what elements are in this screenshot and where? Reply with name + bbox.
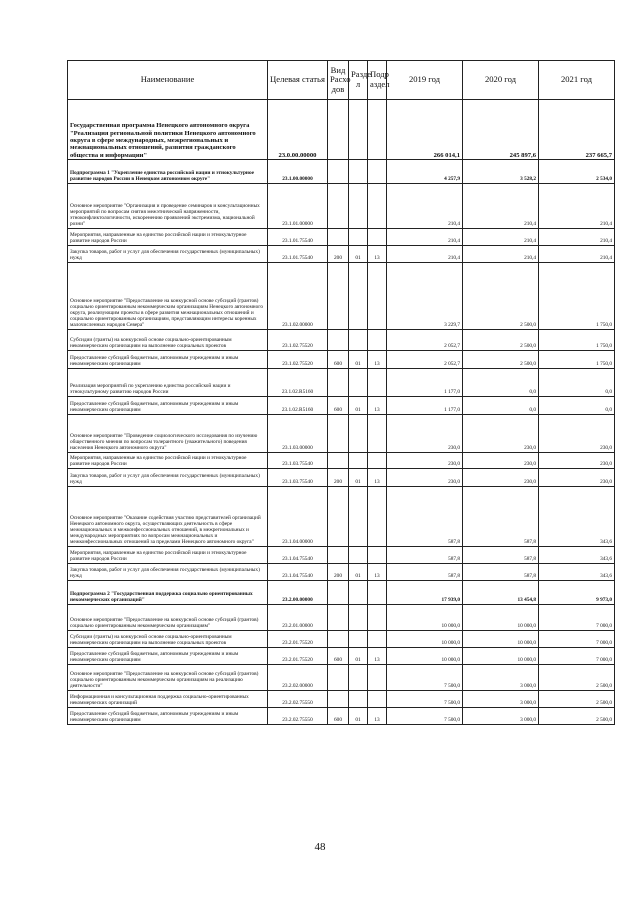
cell-name: Предоставление субсидий бюджетным, автономным учреждениям и иным некоммерческим организациям xyxy=(68,351,268,369)
cell-vid xyxy=(328,369,349,397)
cell-razdel xyxy=(349,605,368,631)
table-row xyxy=(68,581,615,605)
cell-code: 23.1.02.75520 xyxy=(268,330,328,351)
cell-y2019: 210,4 xyxy=(387,229,463,246)
cell-podrazdel: 13 xyxy=(368,648,387,665)
cell-code: 23.1.04.75540 xyxy=(268,547,328,564)
cell-podrazdel xyxy=(368,665,387,691)
table-row xyxy=(68,397,615,415)
cell-code: 23.2.01.75520 xyxy=(268,631,328,648)
cell-podrazdel xyxy=(368,547,387,564)
cell-razdel xyxy=(349,229,368,246)
cell-y2020: 0,0 xyxy=(463,397,539,415)
cell-y2020: 3 000,0 xyxy=(463,691,539,708)
cell-y2021: 230,0 xyxy=(539,453,615,469)
cell-y2020: 245 897,6 xyxy=(463,100,539,160)
cell-podrazdel: 13 xyxy=(368,469,387,487)
cell-y2020: 210,4 xyxy=(463,229,539,246)
cell-vid xyxy=(328,415,349,453)
table-row xyxy=(68,547,615,564)
cell-vid: 600 xyxy=(328,351,349,369)
cell-name: Подпрограмма 1 "Укрепление единства российской нации и этнокультурное развитие народов России в Ненецком автономном округе" xyxy=(68,160,268,184)
cell-razdel: 01 xyxy=(349,564,368,581)
cell-y2021: 210,4 xyxy=(539,246,615,263)
cell-podrazdel xyxy=(368,631,387,648)
cell-code: 23.1.02.R5160 xyxy=(268,397,328,415)
cell-y2021: 343,6 xyxy=(539,564,615,581)
cell-vid: 200 xyxy=(328,246,349,263)
cell-name: Закупка товаров, работ и услуг для обеспечения государственных (муниципальных) нужд xyxy=(68,469,268,487)
cell-razdel xyxy=(349,691,368,708)
cell-name: Реализация мероприятий по укреплению единства российской нации и этнокультурному развитию народов России xyxy=(68,369,268,397)
cell-name: Основное мероприятие "Предоставление на конкурсной основе субсидий (грантов) социально ориентированным некоммерческим организациям на реализацию деятельности" xyxy=(68,665,268,691)
cell-razdel xyxy=(349,160,368,184)
cell-name: Подпрограмма 2 "Государственная поддержка социально ориентированных некоммерческих организаций" xyxy=(68,581,268,605)
cell-y2020: 2 500,0 xyxy=(463,351,539,369)
cell-y2021: 0,0 xyxy=(539,397,615,415)
cell-vid xyxy=(328,487,349,547)
cell-y2020: 587,8 xyxy=(463,547,539,564)
cell-vid xyxy=(328,263,349,330)
cell-y2020: 210,4 xyxy=(463,184,539,229)
cell-podrazdel xyxy=(368,453,387,469)
cell-y2019: 587,8 xyxy=(387,564,463,581)
cell-y2019: 7 500,0 xyxy=(387,691,463,708)
table-row xyxy=(68,415,615,453)
cell-y2020: 230,0 xyxy=(463,453,539,469)
col-header-vid: Вид Расхо дов xyxy=(328,61,349,100)
table-row xyxy=(68,453,615,469)
cell-code: 23.2.02.75550 xyxy=(268,708,328,725)
cell-vid xyxy=(328,605,349,631)
cell-name: Предоставление субсидий бюджетным, автономным учреждениям и иным некоммерческим организациям xyxy=(68,708,268,725)
cell-vid xyxy=(328,160,349,184)
cell-razdel: 01 xyxy=(349,397,368,415)
cell-name: Предоставление субсидий бюджетным, автономным учреждениям и иным некоммерческим организациям xyxy=(68,648,268,665)
cell-code: 23.1.03.00000 xyxy=(268,415,328,453)
table-row xyxy=(68,708,615,725)
cell-razdel xyxy=(349,665,368,691)
cell-name: Основное мероприятие "Организация и проведение семинаров и консультационных мероприятий по вопросам снятия межэтнической напряженности, этноконфликтологичности, искоренению проявлений экстремизма, национальной розни" xyxy=(68,184,268,229)
cell-y2019: 4 257,9 xyxy=(387,160,463,184)
cell-name: Основное мероприятие "Предоставление на конкурсной основе субсидий (грантов) социально ориентированным некоммерческим организациям Ненецкого автономного округа, реализующим проекты в сфере развития межнациональных отношений и социально ориентированным организациям, представляющим интересы коренных малочисленных народов Севера" xyxy=(68,263,268,330)
cell-y2021: 2 500,0 xyxy=(539,691,615,708)
table-row xyxy=(68,100,615,160)
page-number: 48 xyxy=(314,841,326,853)
cell-code: 23.2.02.75550 xyxy=(268,691,328,708)
cell-podrazdel: 13 xyxy=(368,351,387,369)
cell-code: 23.0.00.00000 xyxy=(268,100,328,160)
cell-y2020: 2 500,0 xyxy=(463,330,539,351)
cell-razdel xyxy=(349,581,368,605)
cell-podrazdel xyxy=(368,184,387,229)
cell-y2019: 10 000,0 xyxy=(387,648,463,665)
col-header-2020: 2020 год xyxy=(463,61,539,100)
cell-name: Предоставление субсидий бюджетным, автономным учреждениям и иным некоммерческим организациям xyxy=(68,397,268,415)
cell-razdel xyxy=(349,330,368,351)
cell-y2021: 7 000,0 xyxy=(539,631,615,648)
budget-table xyxy=(67,60,615,725)
cell-podrazdel xyxy=(368,100,387,160)
cell-podrazdel: 13 xyxy=(368,564,387,581)
col-header-name: Наименование xyxy=(68,61,268,100)
cell-vid xyxy=(328,665,349,691)
cell-y2020: 0,0 xyxy=(463,369,539,397)
cell-y2021: 1 750,0 xyxy=(539,263,615,330)
cell-name: Основное мероприятие "Проведение социологического исследования по изучению общественного мнения по вопросам толерантного (уважительного) поведения населения Ненецкого автономного округа" xyxy=(68,415,268,453)
cell-y2019: 587,8 xyxy=(387,547,463,564)
cell-y2020: 230,0 xyxy=(463,469,539,487)
cell-y2020: 587,8 xyxy=(463,487,539,547)
cell-razdel xyxy=(349,487,368,547)
cell-razdel xyxy=(349,100,368,160)
cell-podrazdel xyxy=(368,581,387,605)
cell-y2021: 343,6 xyxy=(539,547,615,564)
col-header-razdel: Разде л xyxy=(349,61,368,100)
cell-podrazdel: 13 xyxy=(368,397,387,415)
cell-name: Субсидии (гранты) на конкурсной основе социально-ориентированным некоммерческим организациям на выполнение социальных проектов xyxy=(68,631,268,648)
cell-y2021: 343,6 xyxy=(539,487,615,547)
cell-razdel xyxy=(349,369,368,397)
cell-y2021: 230,0 xyxy=(539,469,615,487)
cell-vid xyxy=(328,184,349,229)
cell-razdel: 01 xyxy=(349,708,368,725)
cell-vid xyxy=(328,581,349,605)
cell-y2021: 0,0 xyxy=(539,369,615,397)
cell-y2019: 266 014,1 xyxy=(387,100,463,160)
cell-y2019: 1 177,0 xyxy=(387,369,463,397)
cell-vid: 600 xyxy=(328,648,349,665)
cell-y2019: 2 052,7 xyxy=(387,351,463,369)
cell-y2021: 7 000,0 xyxy=(539,648,615,665)
table-row xyxy=(68,564,615,581)
cell-vid xyxy=(328,547,349,564)
cell-y2021: 9 973,0 xyxy=(539,581,615,605)
cell-code: 23.1.02.00000 xyxy=(268,263,328,330)
cell-y2019: 1 177,0 xyxy=(387,397,463,415)
cell-y2021: 230,0 xyxy=(539,415,615,453)
cell-vid xyxy=(328,453,349,469)
cell-name: Государственная программа Ненецкого автономного округа "Реализация региональной политики Ненецкого автономного округа в сфере международных, межрегиональных и межнациональных отношений, развития гражданского общества и информации" xyxy=(68,100,268,160)
table-row xyxy=(68,263,615,330)
table-row xyxy=(68,631,615,648)
cell-code: 23.1.02.R5160 xyxy=(268,369,328,397)
cell-razdel: 01 xyxy=(349,648,368,665)
cell-y2021: 210,4 xyxy=(539,184,615,229)
cell-y2019: 210,4 xyxy=(387,246,463,263)
table-row xyxy=(68,246,615,263)
cell-y2020: 10 000,0 xyxy=(463,631,539,648)
cell-vid: 600 xyxy=(328,397,349,415)
cell-y2019: 10 000,0 xyxy=(387,605,463,631)
cell-code: 23.1.03.75540 xyxy=(268,453,328,469)
cell-y2020: 210,4 xyxy=(463,246,539,263)
cell-name: Мероприятия, направленные на единство российской нации и этнокультурное развитие народов России xyxy=(68,229,268,246)
cell-name: Информационная и консультационная поддержка социально-ориентированных некоммерческих организаций xyxy=(68,691,268,708)
table-row xyxy=(68,330,615,351)
cell-code: 23.1.01.75540 xyxy=(268,229,328,246)
cell-code: 23.1.01.75540 xyxy=(268,246,328,263)
cell-y2019: 587,8 xyxy=(387,487,463,547)
cell-podrazdel xyxy=(368,415,387,453)
cell-code: 23.1.01.00000 xyxy=(268,184,328,229)
table-row xyxy=(68,648,615,665)
cell-name: Закупка товаров, работ и услуг для обеспечения государственных (муниципальных) нужд xyxy=(68,246,268,263)
cell-vid: 600 xyxy=(328,708,349,725)
cell-name: Мероприятия, направленные на единство российской нации и этнокультурное развитие народов России xyxy=(68,453,268,469)
cell-razdel xyxy=(349,263,368,330)
cell-y2021: 1 750,0 xyxy=(539,351,615,369)
cell-podrazdel xyxy=(368,605,387,631)
cell-y2020: 10 000,0 xyxy=(463,648,539,665)
cell-y2019: 230,0 xyxy=(387,469,463,487)
cell-y2020: 587,8 xyxy=(463,564,539,581)
cell-code: 23.2.00.00000 xyxy=(268,581,328,605)
cell-code: 23.1.00.00000 xyxy=(268,160,328,184)
cell-code: 23.2.02.00000 xyxy=(268,665,328,691)
cell-vid: 200 xyxy=(328,469,349,487)
cell-y2021: 237 665,7 xyxy=(539,100,615,160)
cell-y2020: 230,0 xyxy=(463,415,539,453)
cell-y2019: 2 052,7 xyxy=(387,330,463,351)
cell-podrazdel xyxy=(368,160,387,184)
cell-code: 23.2.01.75520 xyxy=(268,648,328,665)
cell-code: 23.2.01.00000 xyxy=(268,605,328,631)
cell-code: 23.1.04.75540 xyxy=(268,564,328,581)
cell-vid xyxy=(328,100,349,160)
cell-podrazdel xyxy=(368,330,387,351)
cell-razdel xyxy=(349,631,368,648)
cell-y2019: 7 500,0 xyxy=(387,708,463,725)
table-row xyxy=(68,160,615,184)
cell-name: Мероприятия, направленные на единство российской нации и этнокультурное развитие народов России xyxy=(68,547,268,564)
cell-vid xyxy=(328,631,349,648)
cell-podrazdel xyxy=(368,229,387,246)
cell-y2019: 3 229,7 xyxy=(387,263,463,330)
cell-razdel xyxy=(349,184,368,229)
cell-y2019: 230,0 xyxy=(387,453,463,469)
table-row xyxy=(68,184,615,229)
cell-y2020: 3 000,0 xyxy=(463,708,539,725)
cell-y2019: 230,0 xyxy=(387,415,463,453)
table-row xyxy=(68,469,615,487)
cell-y2020: 3 000,0 xyxy=(463,665,539,691)
cell-y2019: 10 000,0 xyxy=(387,631,463,648)
cell-y2021: 2 500,0 xyxy=(539,665,615,691)
cell-y2021: 2 500,0 xyxy=(539,708,615,725)
cell-razdel xyxy=(349,547,368,564)
cell-vid xyxy=(328,229,349,246)
cell-podrazdel xyxy=(368,487,387,547)
table-row xyxy=(68,229,615,246)
cell-name: Субсидии (гранты) на конкурсной основе социально-ориентированным некоммерческим организациям на выполнение социальных проектов xyxy=(68,330,268,351)
cell-name: Основное мероприятие "Предоставление на конкурсной основе субсидий (грантов) социально ориентированным некоммерческим организациям" xyxy=(68,605,268,631)
cell-y2020: 13 454,8 xyxy=(463,581,539,605)
cell-code: 23.1.02.75520 xyxy=(268,351,328,369)
cell-y2021: 2 534,0 xyxy=(539,160,615,184)
cell-y2020: 10 000,0 xyxy=(463,605,539,631)
cell-y2021: 210,4 xyxy=(539,229,615,246)
table-row xyxy=(68,351,615,369)
col-header-2019: 2019 год xyxy=(387,61,463,100)
cell-podrazdel: 13 xyxy=(368,708,387,725)
cell-podrazdel xyxy=(368,263,387,330)
table-row xyxy=(68,665,615,691)
cell-vid xyxy=(328,330,349,351)
cell-name: Основное мероприятие "Оказание содействия участию представителей организаций Ненецкого автономного округа, осуществляющих деятельность в сфере межнациональных и межконфессиональных отношений, в межрегиональных и международных мероприятиях по вопросам межнациональных и межконфессиональных отношений за пределами Ненецкого автономного округа" xyxy=(68,487,268,547)
table-body xyxy=(68,100,615,725)
table-row xyxy=(68,691,615,708)
cell-y2020: 2 500,0 xyxy=(463,263,539,330)
cell-razdel: 01 xyxy=(349,351,368,369)
cell-razdel: 01 xyxy=(349,246,368,263)
cell-y2019: 7 500,0 xyxy=(387,665,463,691)
table-row xyxy=(68,369,615,397)
cell-name: Закупка товаров, работ и услуг для обеспечения государственных (муниципальных) нужд xyxy=(68,564,268,581)
cell-razdel: 01 xyxy=(349,469,368,487)
cell-code: 23.1.04.00000 xyxy=(268,487,328,547)
cell-y2019: 210,4 xyxy=(387,184,463,229)
cell-razdel xyxy=(349,453,368,469)
col-header-target: Целевая статья xyxy=(268,61,328,100)
cell-vid xyxy=(328,691,349,708)
cell-y2019: 17 939,0 xyxy=(387,581,463,605)
table-row xyxy=(68,487,615,547)
cell-razdel xyxy=(349,415,368,453)
cell-podrazdel xyxy=(368,369,387,397)
cell-y2020: 3 528,2 xyxy=(463,160,539,184)
cell-code: 23.1.03.75540 xyxy=(268,469,328,487)
cell-podrazdel: 13 xyxy=(368,246,387,263)
table-header-row xyxy=(68,61,615,100)
col-header-2021: 2021 год xyxy=(539,61,615,100)
cell-podrazdel xyxy=(368,691,387,708)
cell-y2021: 1 750,0 xyxy=(539,330,615,351)
col-header-podrazdel: Подр аздел xyxy=(368,61,387,100)
table-row xyxy=(68,605,615,631)
cell-vid: 200 xyxy=(328,564,349,581)
cell-y2021: 7 000,0 xyxy=(539,605,615,631)
